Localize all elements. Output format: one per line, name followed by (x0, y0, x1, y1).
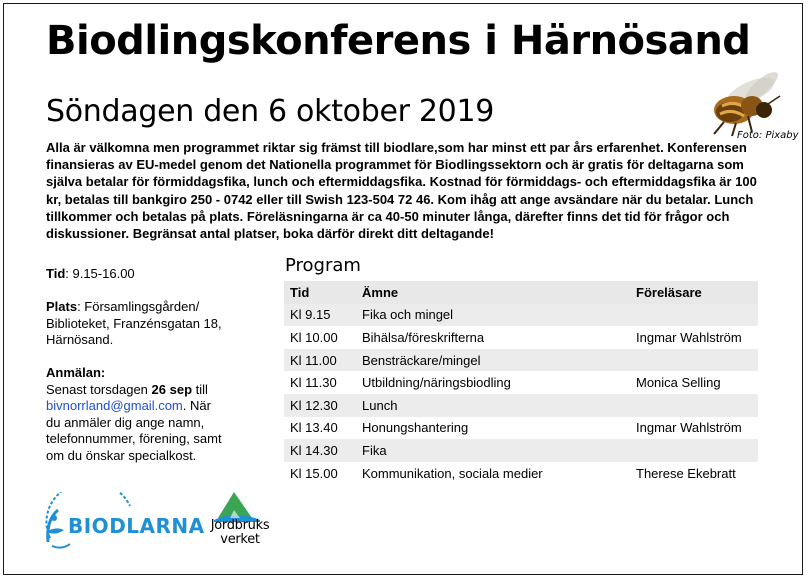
row-speaker: Monica Selling (630, 371, 758, 394)
row-time: Kl 14.30 (284, 439, 356, 462)
table-row (284, 439, 758, 462)
row-topic: Kommunikation, sociala medier (356, 462, 630, 485)
row-topic: Fika (356, 439, 630, 462)
signup-text: . När (182, 398, 211, 413)
program-heading: Program (285, 255, 361, 276)
biodlarna-logo-text: BIODLARNA (68, 514, 205, 538)
program-header-row (284, 281, 758, 304)
row-topic: Honungshantering (356, 417, 630, 440)
email-link[interactable]: bivnorrland@gmail.com (46, 398, 183, 413)
row-speaker (630, 394, 758, 417)
row-time: Kl 13.40 (284, 417, 356, 440)
place-line: : Församlingsgården/ (77, 299, 200, 314)
column-header-topic: Ämne (356, 281, 630, 304)
place-label: Plats (46, 299, 78, 314)
signup-line (46, 382, 276, 399)
row-speaker: Ingmar Wahlström (630, 417, 758, 440)
signup-colon: : (100, 365, 106, 380)
row-time: Kl 9.15 (284, 304, 356, 327)
column-header-time: Tid (284, 281, 356, 304)
intro-text: Alla är välkomna men programmet riktar sig främst till biodlare,som har minst ett par års erfarenhet. Konferensen finansieras av EU-medel genom det Nationella programmet för Biodlingssektorn och är gratis för deltagarna som själva betalar för förmiddagsfika, lunch och eftermiddagsfika. Kostnad för förmiddags- och eftermiddagsfika är 100 kr, betalas till bankgiro 250 - 0742 eller till Swish 123-504 72 46. Kom ihåg att ange avsändare när du betalar. Lunch tillkommer och betalas på plats. Föreläsningarna är ca 40-50 minuter långa, därefter finns det tid för frågor och diskussioner. Begränsat antal platser, boka därför direkt ditt deltagande! (46, 140, 757, 242)
bee-photo (700, 66, 786, 138)
event-info (46, 266, 276, 464)
row-speaker (630, 439, 758, 462)
program-table (284, 281, 758, 484)
jordbruksverket-logo-text (200, 519, 280, 547)
row-speaker (630, 304, 758, 327)
jordbruksverket-line: Jordbruks (210, 518, 270, 533)
table-row (284, 394, 758, 417)
column-header-speaker: Föreläsare (630, 281, 758, 304)
row-time: Kl 11.30 (284, 371, 356, 394)
row-time: Kl 12.30 (284, 394, 356, 417)
row-speaker: Ingmar Wahlström (630, 326, 758, 349)
signup-heading (46, 365, 276, 382)
signup-deadline: 26 sep (151, 381, 193, 397)
signup-line: telefonnummer, förening, samt (46, 431, 222, 446)
row-speaker: Therese Ekebratt (630, 462, 758, 485)
row-topic: Fika och mingel (356, 304, 630, 327)
place-info (46, 299, 276, 316)
row-speaker (630, 349, 758, 372)
time-label: Tid (46, 266, 66, 281)
place-line: Biblioteket, Franzénsgatan 18, (46, 315, 222, 331)
row-topic: Utbildning/näringsbiodling (356, 371, 630, 394)
jordbruksverket-line: verket (220, 532, 260, 547)
time-info (46, 266, 276, 283)
row-time: Kl 11.00 (284, 349, 356, 372)
row-time: Kl 15.00 (284, 462, 356, 485)
place-line: Härnösand. (46, 332, 114, 347)
time-value: : 9.15-16.00 (65, 266, 135, 281)
row-topic: Bensträckare/mingel (356, 349, 630, 372)
signup-line: om du önskar specialkost. (46, 447, 197, 463)
row-topic: Lunch (356, 394, 630, 417)
signup-text: Senast torsdagen (46, 381, 152, 397)
page-subtitle: Söndagen den 6 oktober 2019 (46, 94, 495, 129)
signup-label: Anmälan (46, 365, 101, 380)
row-topic: Bihälsa/föreskrifterna (356, 326, 630, 349)
signup-line (46, 398, 276, 415)
table-row (284, 417, 758, 440)
table-row (284, 304, 758, 327)
table-row (284, 371, 758, 394)
photo-credit: Foto: Pixaby (737, 130, 799, 141)
page-title: Biodlingskonferens i Härnösand (46, 18, 751, 64)
table-row (284, 462, 758, 485)
table-row (284, 349, 758, 372)
row-time: Kl 10.00 (284, 326, 356, 349)
signup-line: du anmäler dig ange namn, (46, 414, 205, 430)
signup-text: till (192, 381, 208, 397)
table-row (284, 326, 758, 349)
